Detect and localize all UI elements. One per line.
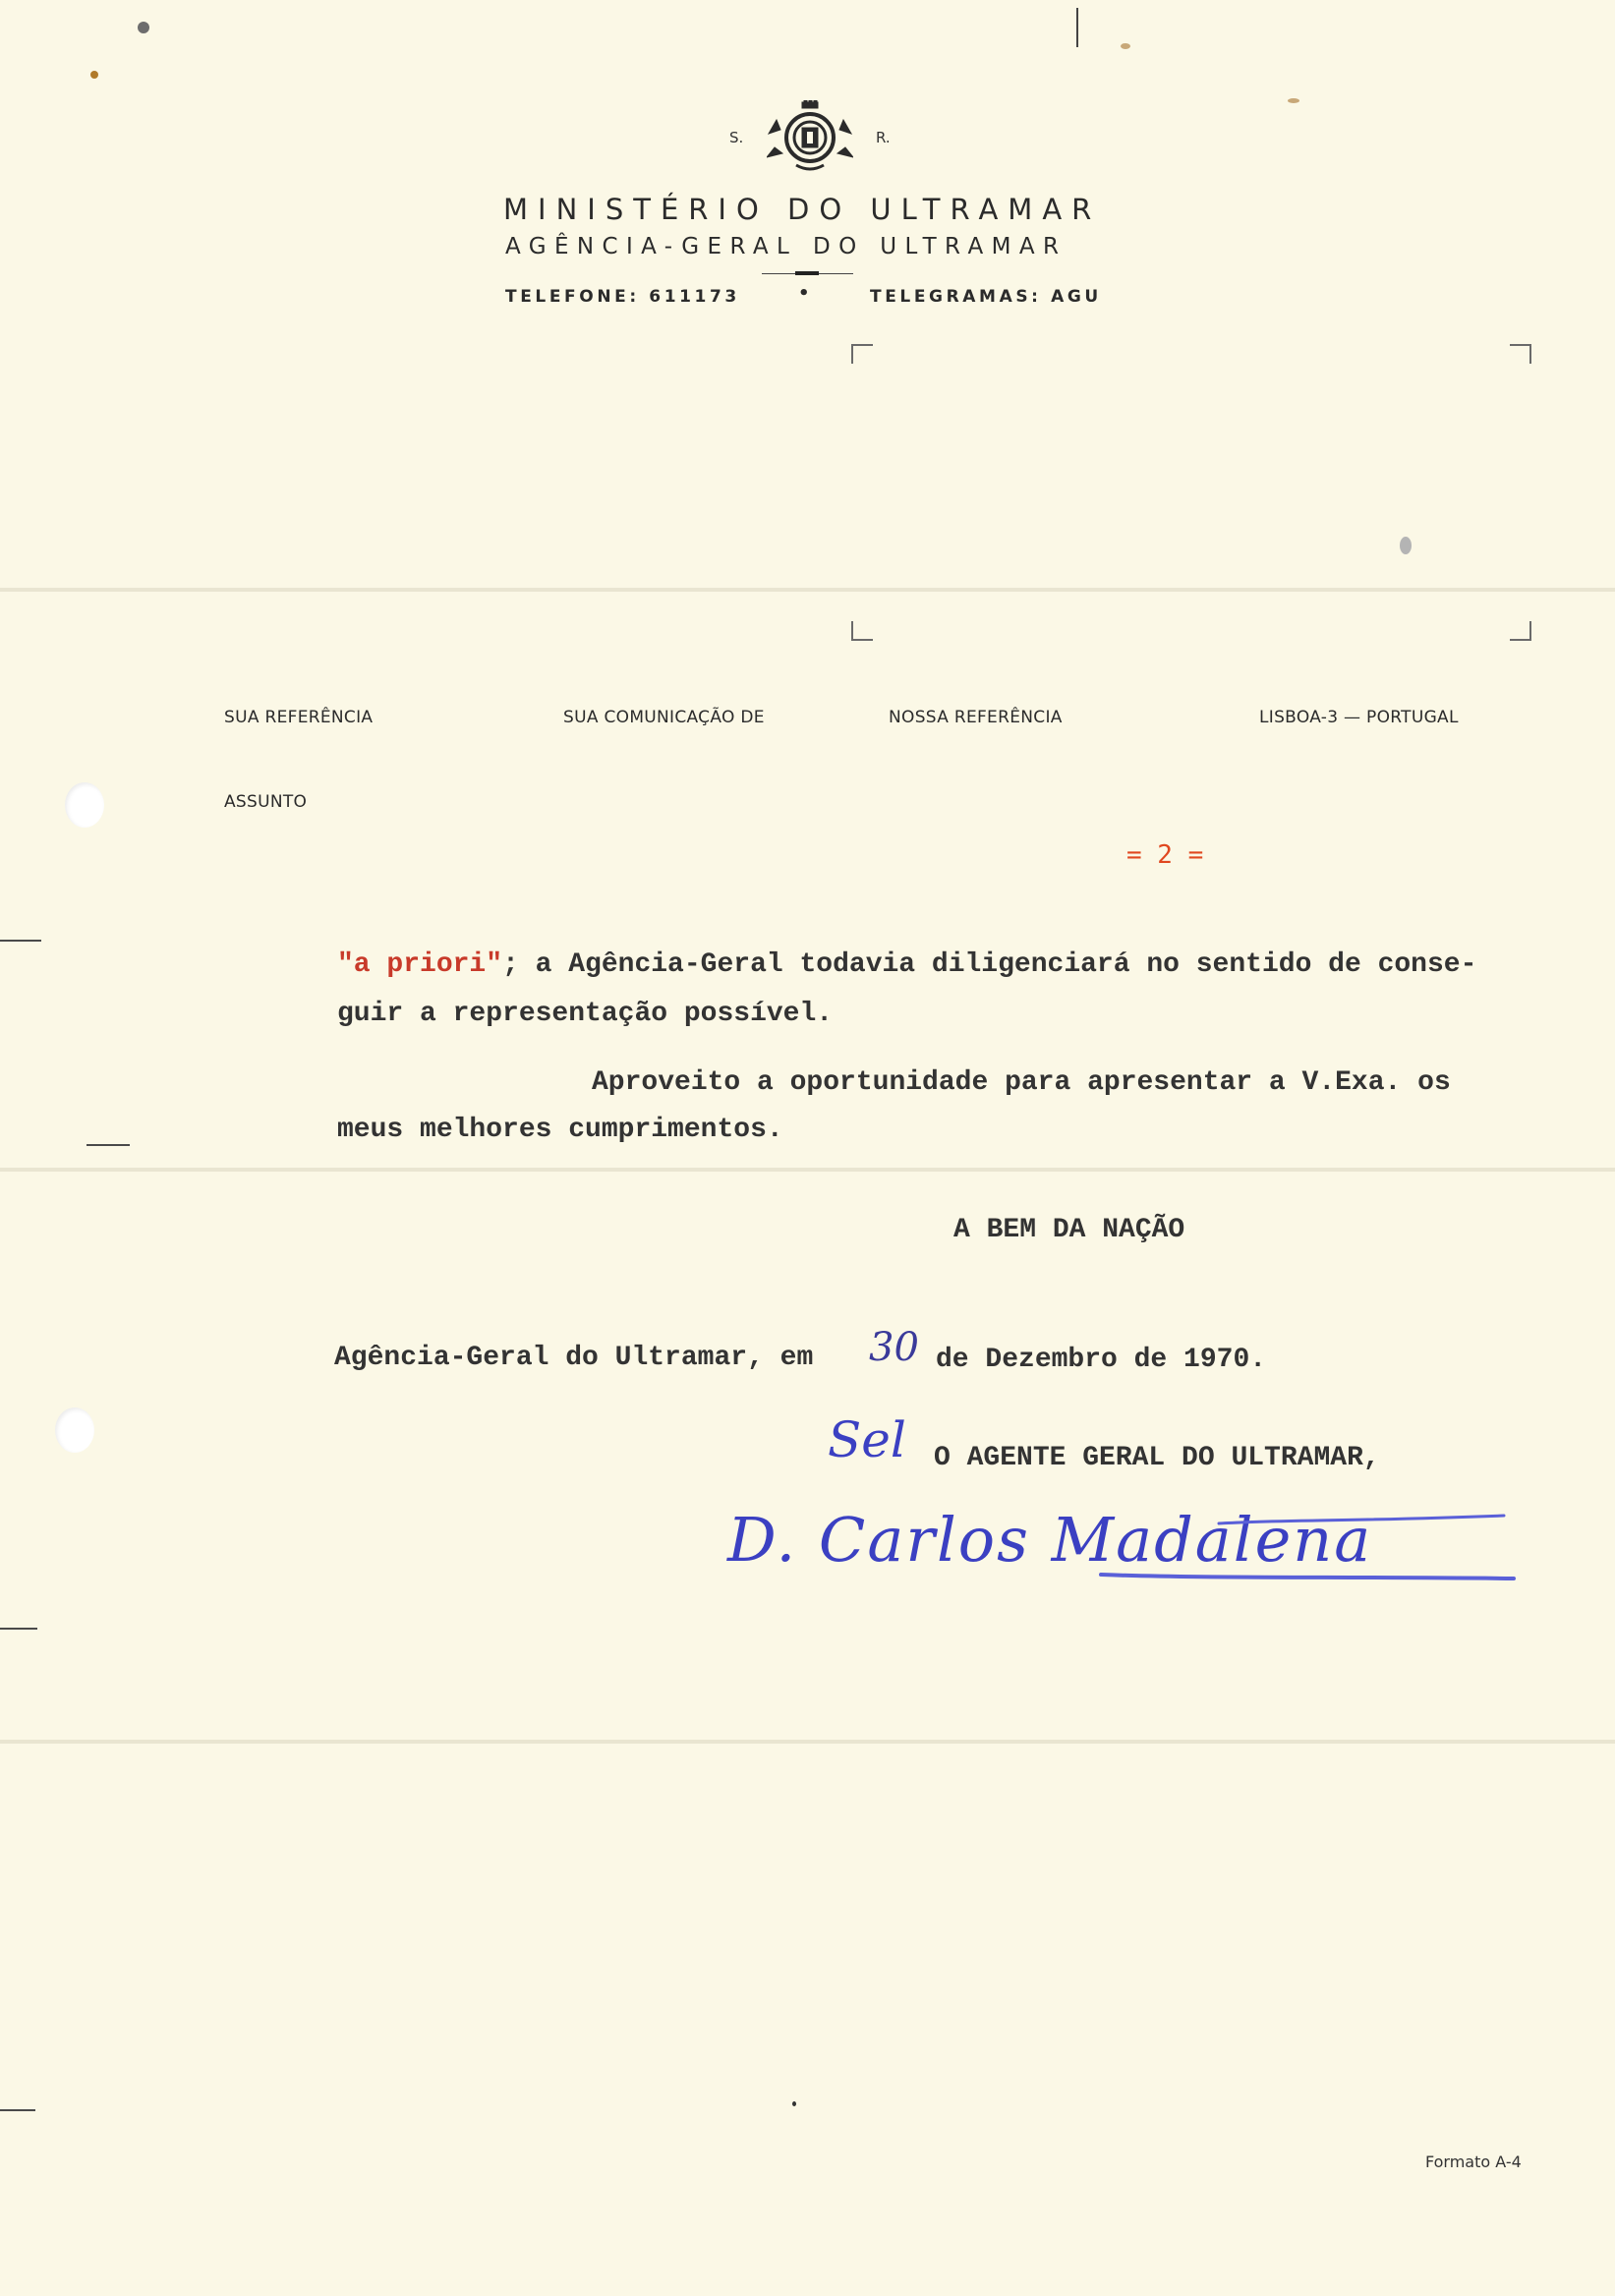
margin-tick bbox=[87, 1144, 130, 1146]
crop-mark-top-right bbox=[1510, 344, 1531, 364]
margin-tick bbox=[0, 940, 41, 942]
body-line-3: Aproveito a oportunidade para apresentar a V.Exa. os bbox=[592, 1067, 1451, 1098]
punch-hole bbox=[55, 1407, 94, 1453]
signature: D. Carlos Madalena bbox=[727, 1504, 1373, 1576]
stain bbox=[1400, 537, 1412, 554]
paper-fold bbox=[0, 1168, 1615, 1172]
date-suffix: de Dezembro de 1970. bbox=[936, 1345, 1267, 1375]
agency-title: AGÊNCIA-GERAL DO ULTRAMAR bbox=[505, 234, 1067, 259]
margin-tick bbox=[0, 1628, 37, 1630]
closing-motto: A BEM DA NAÇÃO bbox=[953, 1215, 1185, 1245]
field-sua-referencia: SUA REFERÊNCIA bbox=[224, 708, 374, 727]
stain bbox=[90, 71, 98, 79]
date-prefix: Agência-Geral do Ultramar, em bbox=[334, 1343, 814, 1373]
signatory-title: O AGENTE GERAL DO ULTRAMAR, bbox=[934, 1443, 1380, 1473]
handwritten-day: 30 bbox=[869, 1325, 919, 1370]
page-number: = 2 = bbox=[1126, 840, 1204, 870]
punch-hole bbox=[65, 782, 104, 828]
body-line-2: guir a representação possível. bbox=[337, 999, 834, 1029]
stain bbox=[138, 22, 149, 33]
r-mark: R. bbox=[876, 129, 891, 146]
header-rule-accent bbox=[795, 271, 819, 275]
crop-mark-bottom-right bbox=[1510, 621, 1531, 641]
a-priori-quote: "a priori" bbox=[337, 949, 503, 980]
s-mark: S. bbox=[729, 129, 744, 146]
ministry-title: MINISTÉRIO DO ULTRAMAR bbox=[503, 193, 1102, 226]
stain bbox=[1288, 98, 1299, 103]
field-sua-comunicacao: SUA COMUNICAÇÃO DE bbox=[563, 708, 765, 727]
top-marker bbox=[1076, 8, 1078, 47]
body-line-1 bbox=[337, 949, 1476, 980]
coat-of-arms-emblem bbox=[767, 100, 853, 173]
telegram-address: TELEGRAMAS: AGU bbox=[870, 287, 1102, 307]
margin-tick bbox=[0, 2109, 35, 2111]
signature-flourish bbox=[727, 1510, 1520, 1588]
field-nossa-referencia: NOSSA REFERÊNCIA bbox=[889, 708, 1063, 727]
format-label: Formato A-4 bbox=[1425, 2152, 1522, 2171]
field-assunto: ASSUNTO bbox=[224, 792, 308, 812]
paper-fold bbox=[0, 588, 1615, 592]
stain bbox=[1121, 43, 1130, 49]
body-line-1-rest: ; a Agência-Geral todavia diligenciará no sentido de conse- bbox=[502, 949, 1477, 980]
header-separator: • bbox=[798, 283, 810, 304]
paper-fold bbox=[0, 1740, 1615, 1744]
body-line-4: meus melhores cumprimentos. bbox=[337, 1115, 783, 1145]
crop-mark-top-left bbox=[851, 344, 873, 364]
crop-mark-bottom-left bbox=[851, 621, 873, 641]
handwritten-signed-mark: Sel bbox=[828, 1411, 906, 1468]
field-location: LISBOA-3 — PORTUGAL bbox=[1259, 708, 1459, 727]
stain bbox=[792, 2101, 796, 2106]
phone-number: TELEFONE: 611173 bbox=[505, 287, 740, 307]
